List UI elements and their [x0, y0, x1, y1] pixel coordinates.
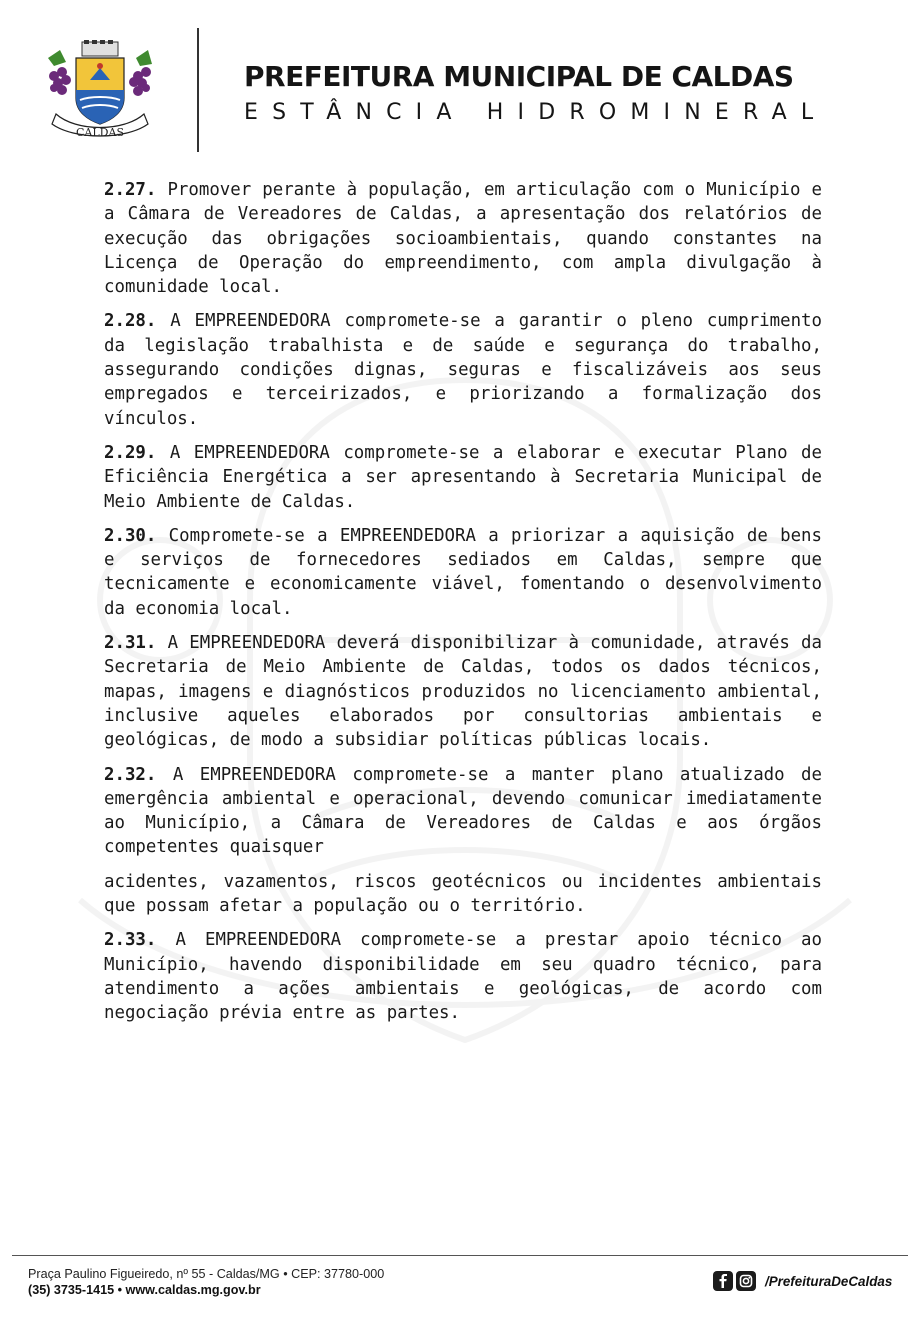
page-title: PREFEITURA MUNICIPAL DE CALDAS	[244, 60, 794, 93]
clause-2-32	[104, 763, 822, 860]
clause-number: 2.32.	[104, 764, 157, 785]
crest-ribbon-text: CALDAS	[76, 126, 124, 139]
clause-2-30	[104, 524, 822, 621]
municipal-crest-icon	[40, 36, 160, 142]
header-divider	[197, 28, 199, 152]
footer-contact: (35) 3735-1415 • www.caldas.mg.gov.br	[28, 1283, 261, 1297]
instagram-icon[interactable]	[736, 1271, 756, 1291]
clause-number: 2.29.	[104, 442, 157, 463]
clause-2-28	[104, 309, 822, 430]
clause-number: 2.28.	[104, 311, 157, 332]
clause-text: Compromete-se a EMPREENDEDORA a priorizar a aquisição de bens e serviços de fornecedores sediados em Caldas, sempre que tecnicamente e economicamente viável, fomentando o desenvolvimento da economia local.	[104, 525, 822, 619]
footer-social	[713, 1270, 892, 1292]
clause-number: 2.27.	[104, 180, 157, 200]
clause-text: A EMPREENDEDORA compromete-se a elaborar e executar Plano de Eficiência Energética a ser apresentando à Secretaria Municipal de Meio Ambiente de Caldas.	[104, 442, 822, 512]
facebook-icon[interactable]	[713, 1271, 733, 1291]
page-subtitle: ESTÂNCIA HIDROMINERAL	[244, 100, 828, 125]
clause-text: Promover perante à população, em articulação com o Município e a Câmara de Vereadores de Caldas, a apresentação dos relatórios de execução das obrigações socioambientais, quando constantes na Licença de Operação do empreendimento, com ampla divulgação à comunidade local.	[104, 180, 822, 298]
clause-text: A EMPREENDEDORA compromete-se a garantir o pleno cumprimento da legislação trabalhista e de saúde e segurança do trabalho, assegurando condições dignas, seguras e fiscalizáveis aos seus empregados e terceirizados, e priorizando a formalização dos vínculos.	[104, 311, 822, 429]
footer-divider	[12, 1255, 908, 1256]
clause-number: 2.31.	[104, 633, 157, 654]
clause-text: A EMPREENDEDORA deverá disponibilizar à comunidade, através da Secretaria de Meio Ambiente de Caldas, todos os dados técnicos, mapas, imagens e diagnósticos produzidos no licenciamento ambiental, inclusive aqueles elaborados por consultorias ambientais e geológicas, de modo a subsidiar políticas públicas locais.	[104, 633, 822, 751]
document-body	[104, 178, 822, 1036]
clause-2-31	[104, 631, 822, 752]
letterhead	[0, 0, 916, 160]
clause-text: A EMPREENDEDORA compromete-se a manter plano atualizado de emergência ambiental e operacional, devendo comunicar imediatamente ao Município, a Câmara de Vereadores de Caldas e aos órgãos competentes quaisquer	[104, 764, 822, 858]
social-handle[interactable]: /PrefeituraDeCaldas	[765, 1273, 893, 1289]
clause-2-32-continuation: acidentes, vazamentos, riscos geotécnicos ou incidentes ambientais que possam afetar a população ou o território.	[104, 871, 822, 917]
footer-address: Praça Paulino Figueiredo, nº 55 - Caldas/MG • CEP: 37780-000	[28, 1267, 385, 1281]
clause-number: 2.33.	[104, 930, 157, 951]
clause-text: A EMPREENDEDORA compromete-se a prestar apoio técnico ao Município, havendo disponibilidade em seu quadro técnico, para atendimento a ações ambientais e geológicas, de acordo com negociação prévia entre as partes.	[104, 930, 822, 1024]
clause-2-29	[104, 441, 822, 514]
clause-2-27	[104, 178, 822, 299]
clause-number: 2.30.	[104, 525, 157, 546]
clause-2-33	[104, 928, 822, 1025]
